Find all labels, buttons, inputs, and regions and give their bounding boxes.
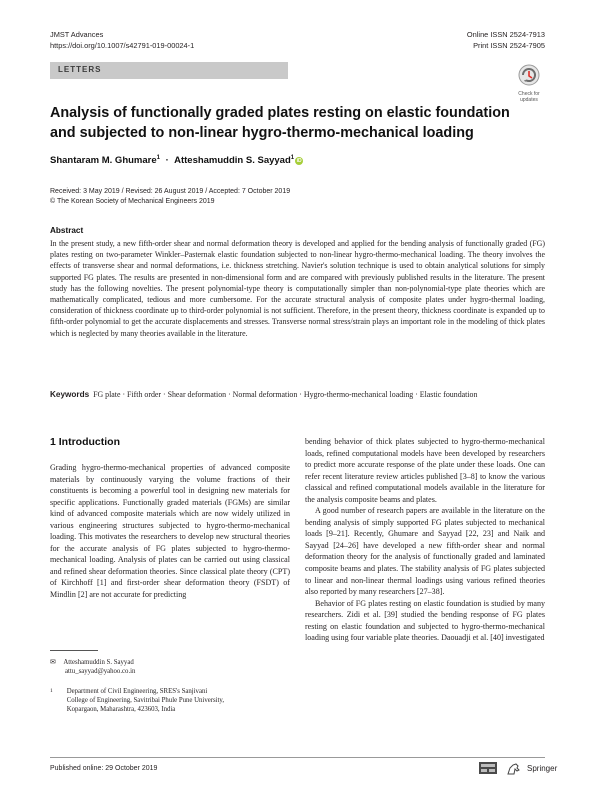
affiliation-number: 1	[50, 688, 53, 694]
running-header-right	[467, 30, 545, 51]
envelope-icon: ✉	[50, 659, 56, 666]
author-separator: ·	[165, 155, 169, 167]
corresponding-author-note	[50, 658, 135, 676]
footer-divider	[50, 757, 545, 758]
affiliation-line: College of Engineering, Savitribai Phule Pune University,	[66, 697, 225, 705]
section-heading: 1 Introduction	[50, 436, 120, 448]
affiliation-line: Kopargaon, Maharashtra, 423603, India	[66, 706, 176, 714]
paragraph: A good number of research papers are available in the literature on the bending analysis of simply supported FG plates subjected to mechanical loads [9–21]. Recently, Ghumare and Sayyad [22, 23] and Naik and Sayyad [24–26] have developed a new fifth-order shear and normal deformation theory for the analysis of functionally graded and laminated composite beams and plates. The stability analysis of FG plates subjected to linear and non-linear thermal loadings using various refined theories also reported by many researchers [27–38].	[305, 506, 545, 597]
orcid-icon[interactable]: iD	[296, 158, 302, 165]
author-name[interactable]: Shantaram M. Ghumare	[50, 155, 157, 167]
intro-left-column: Grading hygro-thermo-mechanical properties of advanced composite materials by continuously varying the volume fractions of their constituents is becoming a powerful tool in designing new materials for specific applications. Functionally graded materials (FGMs) are similar kind of advanced composite materials which are now widely utilized in various engineering structures subjected to hygro-thermo-mechanical loading. This motivates the researchers to develop new structural theories for the accurate analysis of FG plates subjected to hygro-thermo-mechanical loading. Analysis of plates can be carried out using classical and refined shear deformation theories. Since classical plate theory (CPT) of Kirchhoff [1] and first-order shear deformation theory (FSDT) of Mindlin [2] are not accurate for predicting	[50, 463, 290, 600]
article-history	[50, 187, 290, 207]
section-label-bar	[50, 62, 288, 79]
running-header-left	[50, 30, 194, 51]
received-dates: Received: 3 May 2019 / Revised: 26 August 2019 / Accepted: 7 October 2019	[50, 188, 291, 195]
affiliation-note	[50, 687, 224, 715]
author-list	[50, 155, 303, 166]
print-issn: Print ISSN 2524-7905	[473, 40, 545, 50]
corresponding-name: Atteshamuddin S. Sayyad	[63, 659, 134, 666]
published-date: Published online: 29 October 2019	[50, 765, 158, 772]
footnote-divider	[50, 650, 98, 651]
paragraph: bending behavior of thick plates subjected to hygro-thermo-mechanical loads, refined computational models have been developed by researchers to predict more accurate response of the plate under these loads. One can refer recent literature review articles published [3–8] to know the various classical and refined computational models available in the literature for the analysis composite beams and plates.	[305, 437, 545, 504]
publisher-name: Springer	[527, 764, 558, 773]
keywords-label: Keywords	[50, 390, 90, 399]
journal-name: JMST Advances	[50, 30, 104, 39]
doi-link[interactable]: https://doi.org/10.1007/s42791-019-00024-1	[50, 40, 195, 50]
online-issn: Online ISSN 2524-7913	[466, 30, 545, 39]
abstract-text: In the present study, a new fifth-order shear and normal deformation theory is developed and applied for the bending analysis of functionally graded (FG) plates resting on two-parameter Winkler–Pasternak elastic foundation subjected to non-linear hygro-thermo-mechanical loading. The theory involves the effects of transverse shear and normal deformations, i.e. thickness stretching. Navier's solution technique is used to obtain analytical solutions for simply supported FG plates. The results are presented in non-dimensional form and are compared with previously published results in the literature. The present study has the following novelties. The present polynomial-type theory is computationally simpler than non-polynomial-type plate theories which are mathematically complicated, tedious and more cumbersome. For the accurate structural analysis of composite plates under hygro-thermal loading, consideration of thickness coordinate up to third-order polynomial is not sufficient. Therefore, in the present theory, thickness coordinate is expanded up to fifth-order polynomial to get the accurate displacements and stresses. Transverse normal stress/strain plays an important role in the modeling of thick plates which is neglected by many theories available in the literature.	[50, 239, 545, 338]
affiliation-marker: 1	[156, 155, 160, 161]
springer-horse-icon	[505, 762, 523, 776]
check-for-updates-badge[interactable]	[513, 64, 545, 103]
section-label: LETTERS	[58, 65, 102, 74]
affiliation-marker: 1	[290, 155, 295, 161]
keywords	[50, 389, 545, 400]
keywords-text: FG plate · Fifth order · Shear deformation · Normal deformation · Hygro-thermo-mechanical loading · Elastic foundation	[93, 390, 478, 399]
author-name[interactable]: Atteshamuddin S. Sayyad	[174, 155, 291, 167]
affiliation-line: Department of Civil Engineering, SRES's Sanjivani	[66, 688, 208, 695]
paragraph: Behavior of FG plates resting on elastic foundation is studied by many researchers. Zidi et al. [39] studied the bending response of FG plates resting on elastic foundation and subjected to hygro-thermo-mechanical loading using four variable plate theories. Daouadji et al. [40] investigated	[305, 598, 545, 643]
check-updates-label: Check for updates	[518, 91, 540, 103]
kosme-logo-icon	[478, 761, 498, 775]
article-title: Analysis of functionally graded plates resting on elastic foundation and subjected to non-linear hygro-thermo-mechanical loading	[50, 105, 510, 141]
check-updates-icon	[513, 64, 545, 86]
intro-right-column	[305, 436, 545, 644]
abstract-heading: Abstract	[50, 226, 84, 235]
corresponding-email[interactable]: attu_sayyad@yahoo.co.in	[65, 668, 136, 676]
copyright-line: © The Korean Society of Mechanical Engineers 2019	[50, 198, 215, 205]
